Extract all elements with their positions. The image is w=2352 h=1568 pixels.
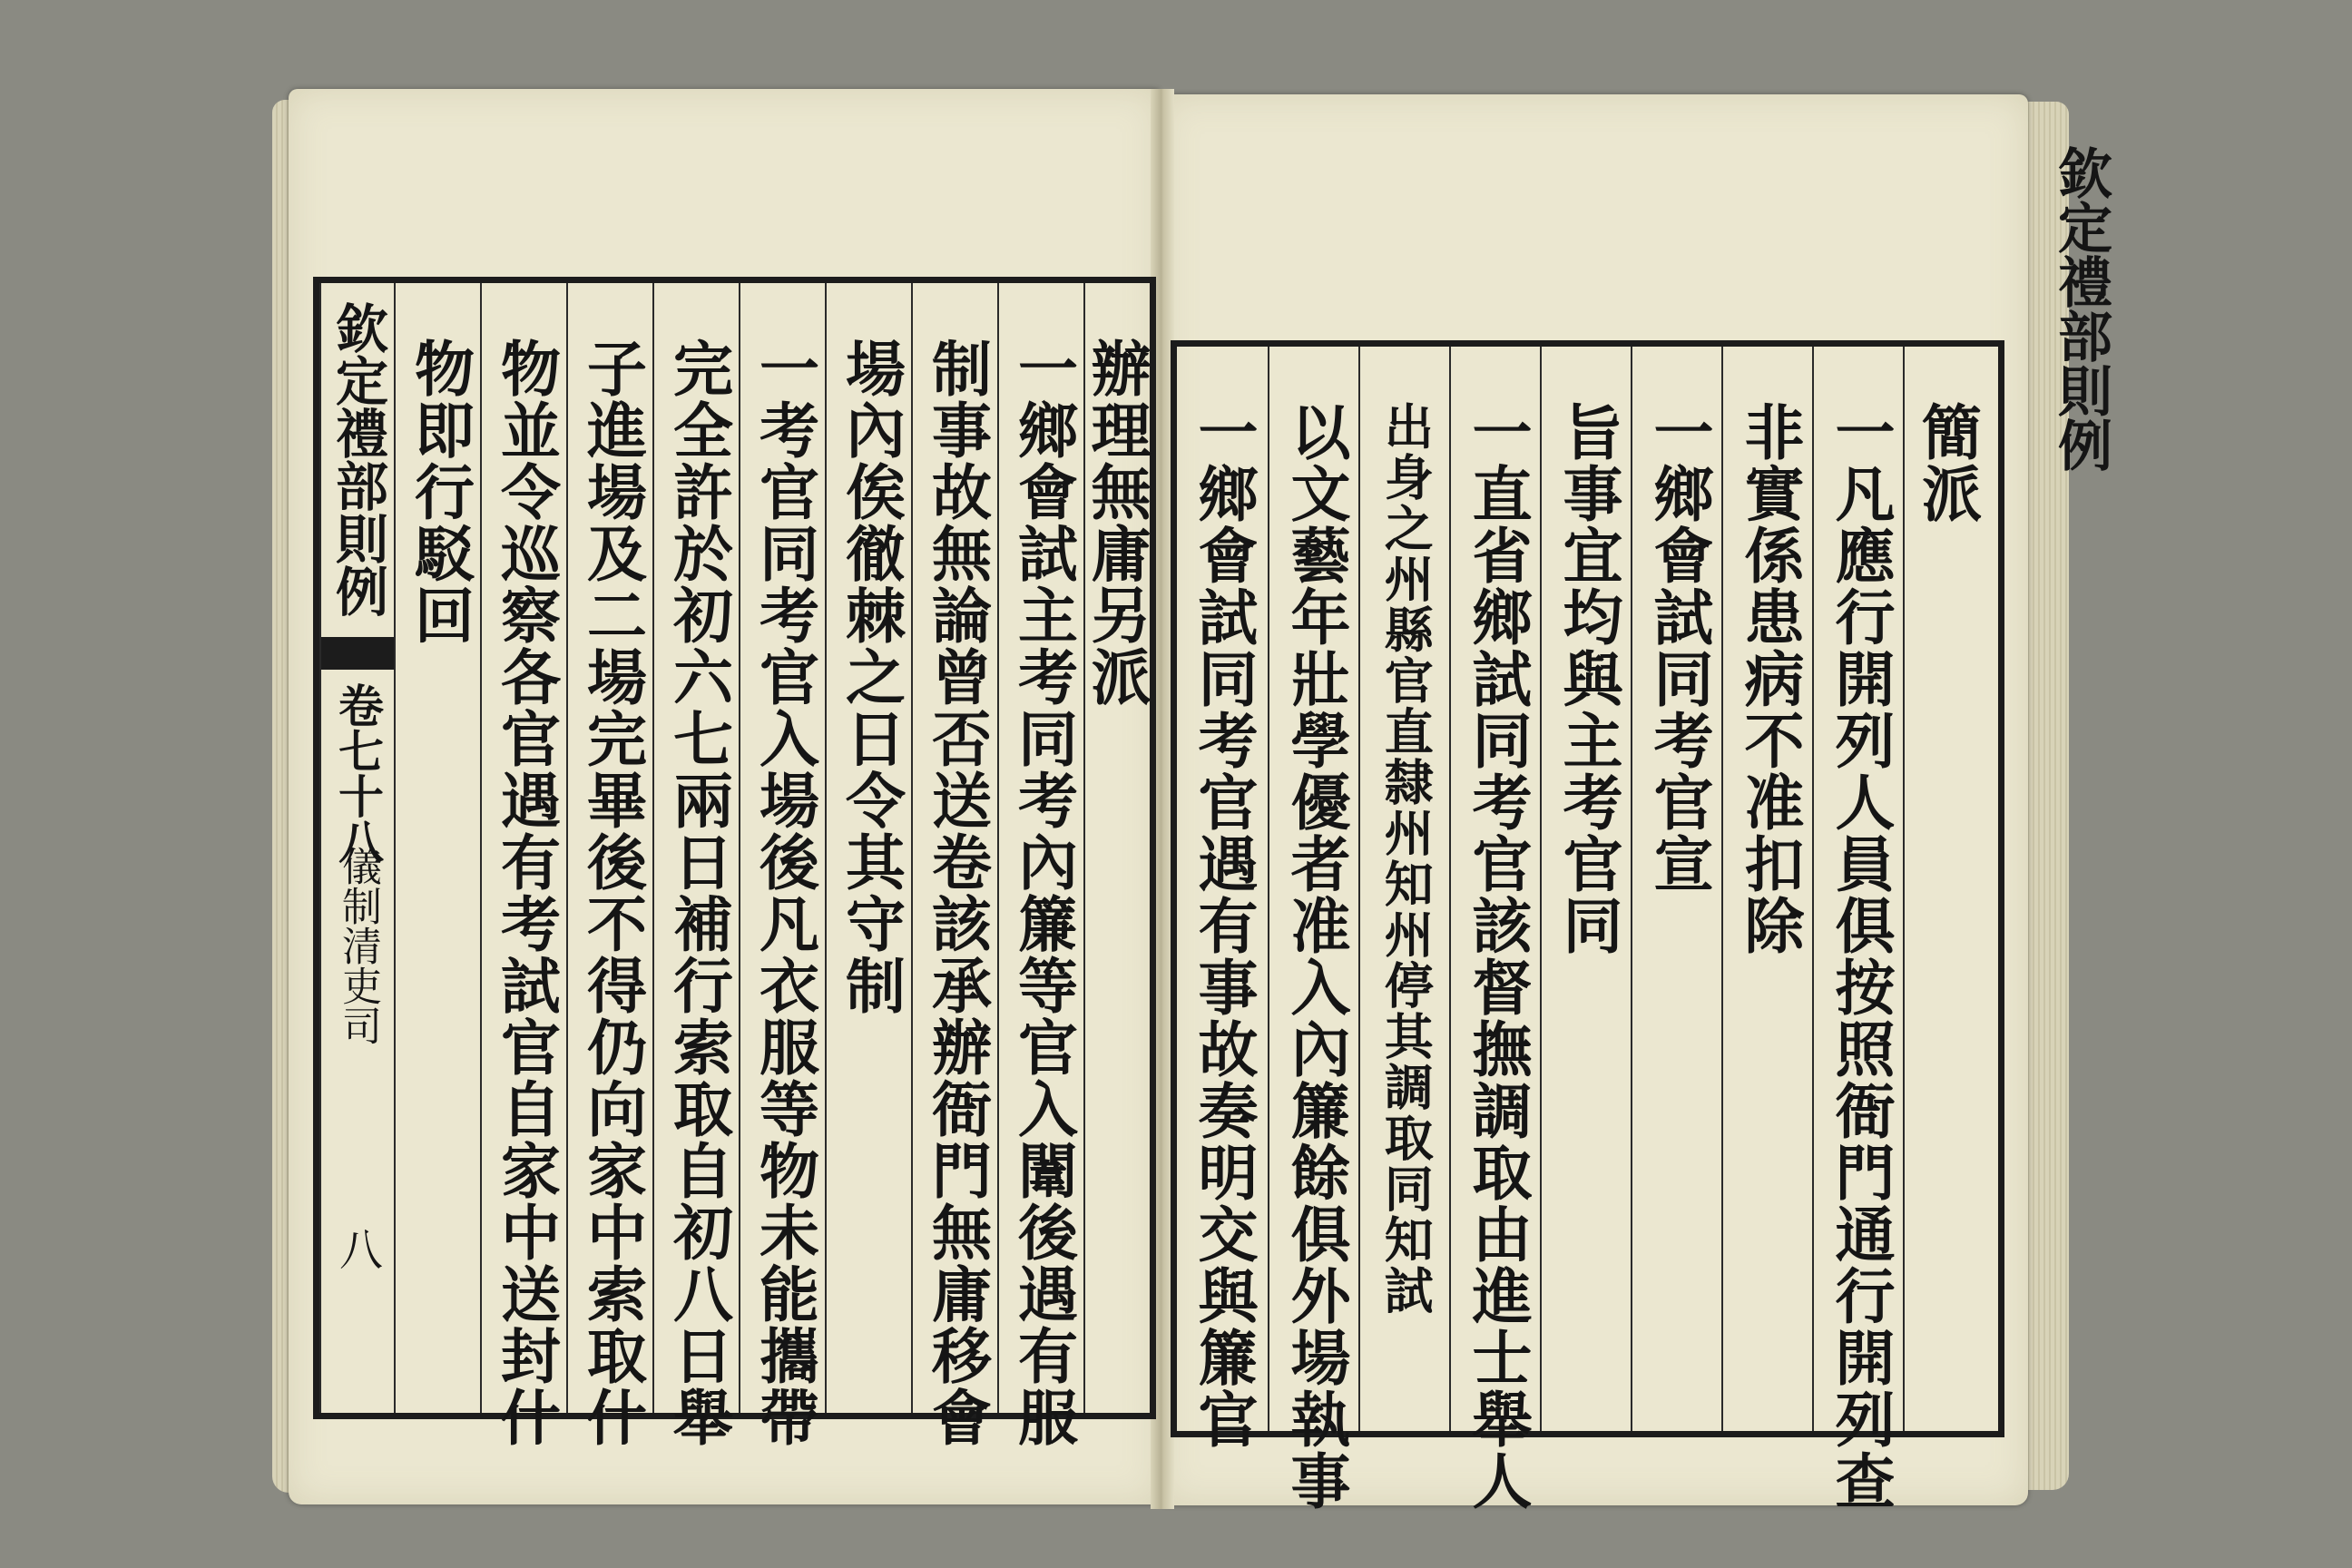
text-column [1812, 347, 1905, 1512]
column-text: 場內俟徹棘之日令其守制 [835, 338, 906, 1016]
text-column [394, 283, 482, 1413]
column-text: 一鄉會試同考官宣 [1642, 401, 1714, 895]
banner-title: 欽定禮部則例 [327, 301, 388, 617]
text-column [566, 283, 654, 1448]
column-text: 簡派 [1911, 401, 1983, 524]
banner-volume: 卷七十八 [331, 682, 385, 864]
column-text: 非實係患病不准扣除 [1733, 401, 1805, 956]
text-column [1540, 347, 1632, 1431]
column-text: 一鄉會試主考同考內簾等官入闈後遇有服 [1007, 338, 1079, 1448]
banner-column [319, 283, 396, 1413]
text-column [652, 283, 740, 1448]
column-text: 一凡應行開列人員俱按照衙門通行開列查 [1824, 401, 1896, 1512]
text-column [739, 283, 827, 1448]
text-column [1177, 347, 1268, 1450]
right-page-header: 欽定禮部則例 [2049, 145, 2112, 472]
column-text: 子進場及二場完畢後不得仍向家中索取什 [576, 338, 648, 1448]
text-column [1358, 347, 1451, 1431]
text-column [1721, 347, 1814, 1431]
column-text: 一考官同考官入場後凡衣服等物未能攜帶 [749, 338, 820, 1448]
column-text: 完全許於初六七兩日補行索取自初八日舉 [662, 338, 734, 1448]
column-text: 辦理無庸另派 [1080, 338, 1152, 708]
fish-tail-mark [321, 637, 394, 670]
text-column [1903, 347, 1987, 1431]
column-text: 一鄉會試同考官遇有事故奏明交與簾官 [1187, 401, 1259, 1450]
text-column [1449, 347, 1542, 1512]
text-column [1080, 283, 1152, 1413]
right-text-frame [1171, 340, 2004, 1512]
banner-section: 儀制清吏司 [335, 846, 381, 1045]
column-text: 旨事宜均與主考官同 [1552, 401, 1623, 956]
column-text: 物並令巡察各官遇有考試官自家中送封什 [490, 338, 562, 1448]
text-column [997, 283, 1085, 1448]
text-column [480, 283, 568, 1448]
column-text: 出身之州縣官直隸州知州停其調取同知試 [1377, 401, 1436, 1316]
text-column [911, 283, 999, 1448]
column-text: 制事故無論曾否送卷該承辦衙門無庸移會 [921, 338, 993, 1448]
left-text-frame [313, 277, 1156, 1448]
column-text: 以文藝年壯學優者准入內簾餘俱外場執事 [1279, 401, 1351, 1512]
banner-folio: 八 [331, 1227, 383, 1270]
text-column [1631, 347, 1723, 1431]
text-column [825, 283, 913, 1413]
column-text: 一直省鄉試同考官該督撫調取由進士舉人 [1461, 401, 1533, 1512]
column-text: 物即行駁回 [404, 338, 475, 646]
text-column [1268, 347, 1360, 1512]
